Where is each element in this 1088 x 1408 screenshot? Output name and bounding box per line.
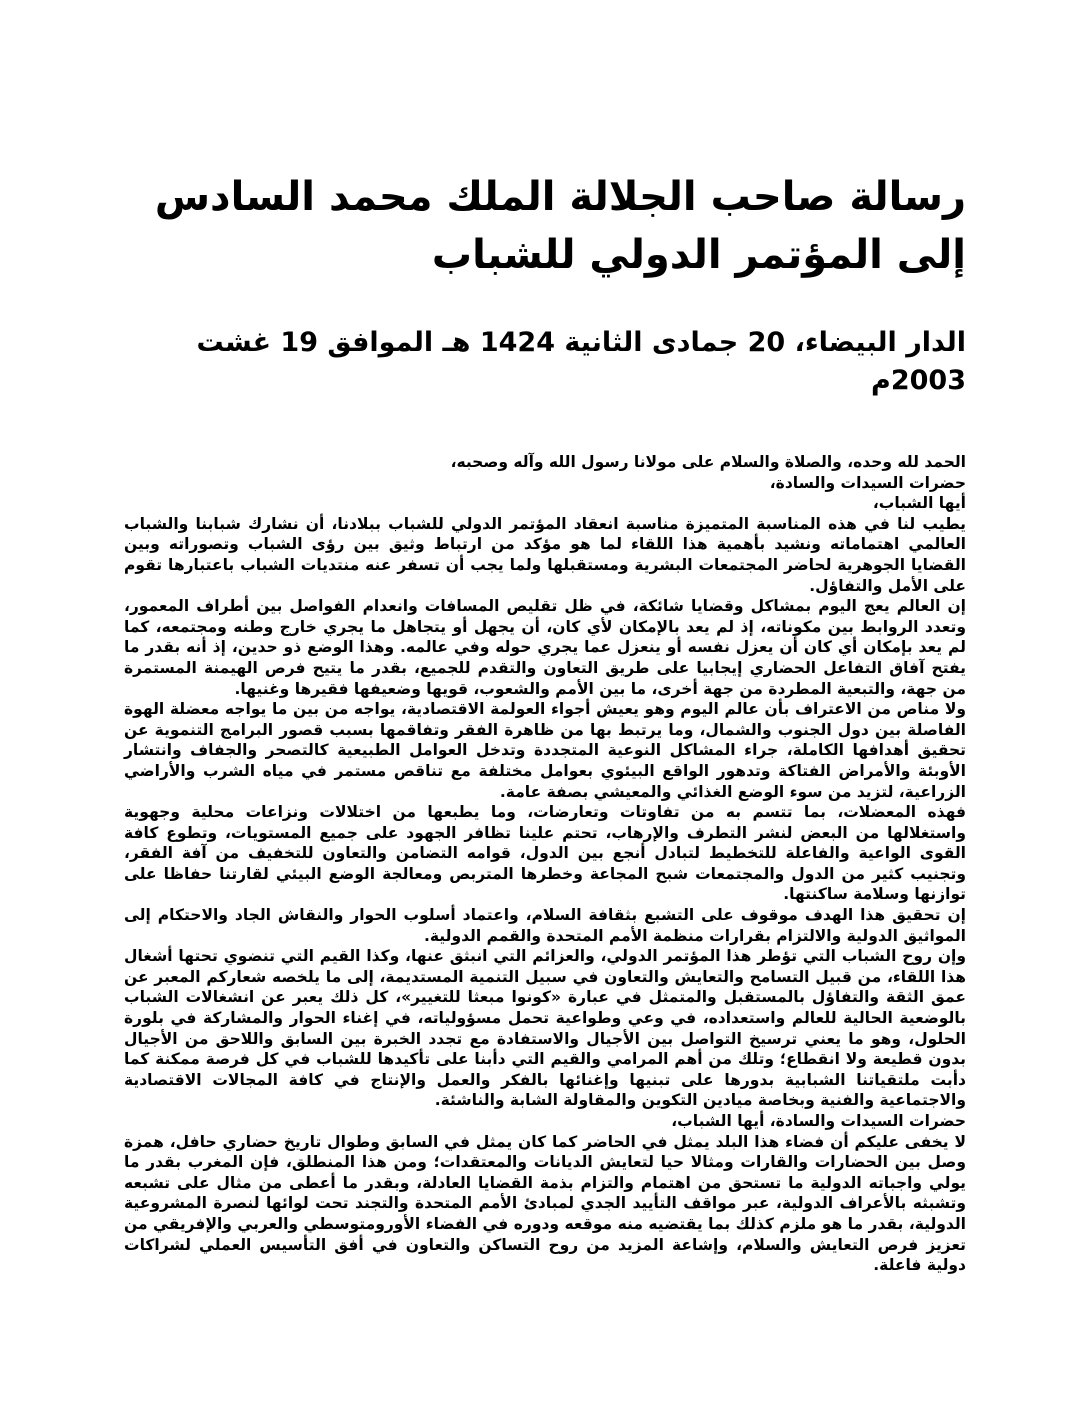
document-body: [124, 452, 966, 1276]
paragraph-peace: إن تحقيق هذا الهدف موقوف على التشبع بثقافة السلام، واعتماد أسلوب الحوار والنقاش الجاد والاحتكام إلى المواثيق الدولية والالتزام بقرارات منظمة الأمم المتحدة والقمم الدولية.: [124, 906, 966, 945]
document-date-line: الدار البيضاء، 20 جمادى الثانية 1424 هـ الموافق 19 غشت 2003م: [196, 327, 966, 396]
paragraph-youth-spirit: وإن روح الشباب التي تؤطر هذا المؤتمر الدولي، والعزائم التي انبثق عنها، وكذا القيم التي تنضوي تحتها أشغال هذا اللقاء، من قبيل التسامح والتعايش والتعاون في سبيل التنمية المستديمة، إلى ما يلخصه شعاركم المعبر عن عمق الثقة والتفاؤل بالمستقبل والمتمثل في عبارة «كونوا مبعثا للتغيير»، كل ذلك يعبر عن انشغالات الشباب بالوضعية الحالية للعالم واستعداده، في وعي وطواعية تحمل مسؤولياته، في إغناء الحوار والمشاركة في بلورة الحلول، وهو ما يعني ترسيخ التواصل بين الأجيال والاستفادة مع تجدد الخبرة بين السابق واللاحق من الأجيال بدون قطيعة ولا انقطاع؛ وتلك من أهم المرامي والقيم التي دأبنا على تأكيدها للشباب في كل فرصة ممكنة كما دأبت ملتقياتنا الشبابية بدورها على تبنيها وإغنائها بالفكر والعمل والإنتاج في كافة المجالات الاقتصادية والاجتماعية والفنية وبخاصة ميادين التكوين والمقاولة الشابة والناشئة.: [124, 947, 966, 1110]
salutation-ladies-gentlemen: حضرات السيدات والسادة،: [769, 473, 966, 492]
document-page: [124, 168, 966, 1276]
paragraph-morocco-role: لا يخفى عليكم أن فضاء هذا البلد يمثل في الحاضر كما كان يمثل في السابق وطوال تاريخ حضاري حافل، همزة وصل بين الحضارات والقارات ومثالا حيا لتعايش الديانات والمعتقدات؛ ومن هذا المنطلق، فإن المغرب بقدر ما يولي واجباته الدولية ما تستحق من اهتمام والتزام بذمة القضايا العادلة، وبقدر ما أعطى من مثال على تشبعه وتشبثه بالأعراف الدولية، عبر مواقف التأييد الجدي لمبادئ الأمم المتحدة والتجند تحت لوائها لنصرة المشروعية الدولية، بقدر ما هو ملزم كذلك بما يقتضيه منه موقعه ودوره في الفضاء الأورومتوسطي والعربي والإفريقي من تعزيز فرص التعايش والسلام، وإشاعة المزيد من روح التساكن والتعاون في أفق التأسيس العملي لشراكات دولية فاعلة.: [124, 1132, 966, 1275]
document-title: رسالة صاحب الجلالة الملك محمد السادس إلى المؤتمر الدولي للشباب: [154, 174, 966, 278]
paragraph-occasion: يطيب لنا في هذه المناسبة المتميزة مناسبة انعقاد المؤتمر الدولي للشباب ببلادنا، أن نشارك شبابنا والشباب العالمي اهتماماته ونشيد بأهمية هذا اللقاء لما هو مؤكد من ارتباط وثيق بين رؤى الشباب وتصوراته وبين القضايا الجوهرية لحاضر المجتمعات البشرية ومستقبلها ولما يجب أن تسفر عنه منتديات الشباب باعتبارها تقوم على الأمل والتفاؤل.: [124, 514, 966, 595]
opening-praise: الحمد لله وحده، والصلاة والسلام على مولانا رسول الله وآله وصحبه،: [450, 453, 966, 471]
paragraph-world-issues: إن العالم يعج اليوم بمشاكل وقضايا شائكة، في ظل تقليص المسافات وانعدام الفواصل بين أطراف المعمور، وتعدد الروابط بين مكوناته، إذ لم يعد بالإمكان لأي كان، أن يجهل أو يتجاهل ما يجري خارج وطنه ومجتمعه، كما لم يعد بإمكان أي كان أن يعزل نفسه أو ينعزل عما يجري حوله وفي عالمه. وهذا الوضع ذو حدين، إذ أنه بقدر ما يفتح آفاق التفاعل الحضاري إيجابيا على طريق التعاون والتقدم للجميع، بقدر ما يتيح فرص الهيمنة المستمرة من جهة، والتبعية المطردة من جهة أخرى، ما بين الأمم والشعوب، قويها وضعيفها فقيرها وغنيها.: [124, 597, 966, 698]
paragraph-globalization: ولا مناص من الاعتراف بأن عالم اليوم وهو يعيش أجواء العولمة الاقتصادية، يواجه من بين ما يواجه معضلة الهوة الفاصلة بين دول الجنوب والشمال، وما يرتبط بها من ظاهرة الفقر وتفاقمها بسبب قصور البرامج التنموية عن تحقيق أهدافها الكاملة، جراء المشاكل النوعية المتجددة وتدخل العوامل الطبيعية كالتصحر والجفاف وانتشار الأوبئة والأمراض الفتاكة وتدهور الواقع البيئوي بعوامل مختلفة مع تناقص مستمر في مياه الشرب والأراضي الزراعية، لتزيد من سوء الوضع الغذائي والمعيشي بصفة عامة.: [124, 700, 966, 801]
paragraph-problems: فهذه المعضلات، بما تتسم به من تفاوتات وتعارضات، وما يطبعها من اختلالات ونزاعات محلية وجهوية واستغلالها من البعض لنشر التطرف والإرهاب، تحتم علينا تظافر الجهود على جميع المستويات، وتطوع كافة القوى الواعية والفاعلة للتخطيط لتبادل أنجع بين الدول، قوامه التضامن والتعاون للتخفيف من آفة الفقر، وتجنيب كثير من الدول والمجتمعات شبح المجاعة وخطرها المتربص ومعالجة الوضع البيئي لقارتنا حفاظا على توازنها وسلامة ساكنتها.: [124, 803, 966, 904]
salutation-second: حضرات السيدات والسادة، أيها الشباب،: [671, 1112, 966, 1130]
salutation-youth: أيها الشباب،: [872, 494, 966, 513]
